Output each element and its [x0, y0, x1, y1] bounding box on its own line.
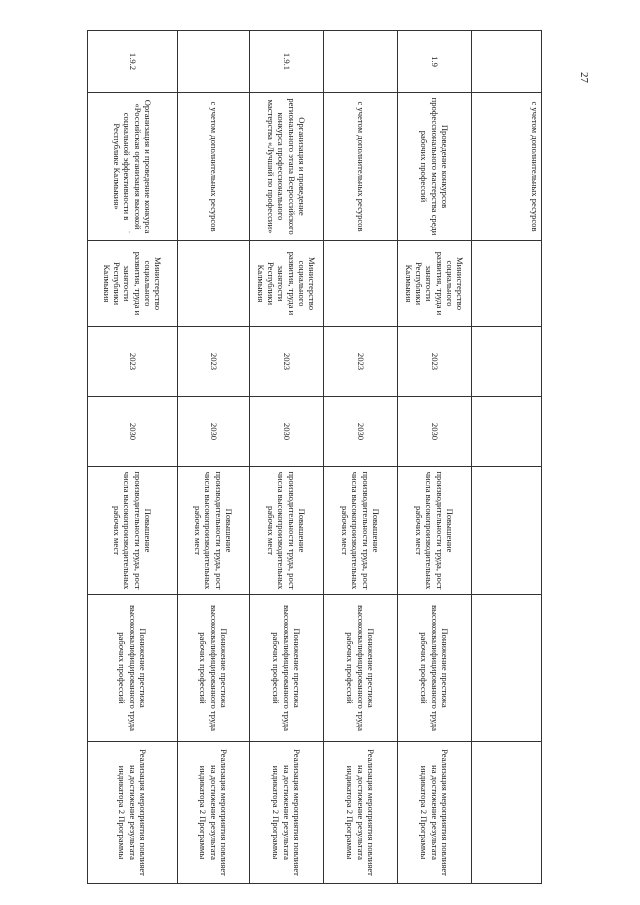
cell-result: Повышение производительности труда, рост числа высокопроизводительных рабочих мест — [178, 467, 250, 595]
cell-consequence: Понижение престижа высококвалифицированного труда рабочих профессий — [250, 595, 324, 742]
cell-num — [324, 31, 398, 93]
cell-executor: Министерство социального развития, труда и занятости Республики Калмыкия — [250, 241, 324, 327]
cell-link: Реализация мероприятия повлияет на достижение результата индикатора 2 Программы — [178, 742, 250, 884]
cell-link: Реализация мероприятия повлияет на достижение результата индикатора 2 Программы — [250, 742, 324, 884]
cell-end: 2030 — [178, 397, 250, 467]
cell-num: 1.9.2 — [88, 31, 178, 93]
table-row — [250, 31, 324, 884]
cell-num: 1.9 — [398, 31, 472, 93]
cell-num — [178, 31, 250, 93]
activities-table — [87, 30, 542, 884]
cell-result: Повышение производительности труда, рост числа высокопроизводительных рабочих мест — [324, 467, 398, 595]
cell-end: 2030 — [88, 397, 178, 467]
cell-consequence: Понижение престижа высококвалифицированного труда рабочих профессий — [398, 595, 472, 742]
cell-start: 2023 — [324, 327, 398, 397]
cell-num: 1.9.1 — [250, 31, 324, 93]
cell-start: 2023 — [398, 327, 472, 397]
cell-consequence — [472, 595, 542, 742]
cell-name: с учетом дополнительных ресурсов — [472, 93, 542, 241]
table-row — [472, 31, 542, 884]
cell-start: 2023 — [250, 327, 324, 397]
cell-end: 2030 — [250, 397, 324, 467]
cell-executor — [472, 241, 542, 327]
table-row — [88, 31, 178, 884]
cell-end: 2030 — [324, 397, 398, 467]
table-row — [324, 31, 398, 884]
cell-executor: Министерство социального развития, труда и занятости Республики Калмыкия — [398, 241, 472, 327]
cell-name: с учетом дополнительных ресурсов — [178, 93, 250, 241]
page-number: 27 — [578, 72, 590, 83]
table-row — [178, 31, 250, 884]
cell-link — [472, 742, 542, 884]
cell-name: Проведение конкурсов профессионального мастерства среди рабочих профессий — [398, 93, 472, 241]
cell-name: Организация и проведение регионального этапа Всероссийского конкурса профессионального мастерства «Лучший по профессии» — [250, 93, 324, 241]
cell-end — [472, 397, 542, 467]
cell-name: Организация и проведение конкурса «Российская организация высокой социальной эффективности в Республике Калмыкия» — [88, 93, 178, 241]
cell-start: 2023 — [178, 327, 250, 397]
cell-end: 2030 — [398, 397, 472, 467]
cell-start: 2023 — [88, 327, 178, 397]
cell-start — [472, 327, 542, 397]
cell-consequence: Понижение престижа высококвалифицированного труда рабочих профессий — [324, 595, 398, 742]
table-row — [398, 31, 472, 884]
cell-executor — [178, 241, 250, 327]
cell-link: Реализация мероприятия повлияет на достижение результата индикатора 2 Программы — [324, 742, 398, 884]
cell-executor: Министерство социального развития, труда и занятости Республики Калмыкия — [88, 241, 178, 327]
cell-name: с учетом дополнительных ресурсов — [324, 93, 398, 241]
rotated-table-wrapper — [88, 30, 542, 883]
cell-consequence: Понижение престижа высококвалифицированного труда рабочих профессий — [88, 595, 178, 742]
cell-consequence: Понижение престижа высококвалифицированного труда рабочих профессий — [178, 595, 250, 742]
cell-num — [472, 31, 542, 93]
cell-result: Повышение производительности труда, рост числа высокопроизводительных рабочих мест — [398, 467, 472, 595]
cell-link: Реализация мероприятия повлияет на достижение результата индикатора 2 Программы — [88, 742, 178, 884]
cell-result: Повышение производительности труда, рост числа высокопроизводительных рабочих мест — [250, 467, 324, 595]
cell-result: Повышение производительности труда, рост числа высокопроизводительных рабочих мест — [88, 467, 178, 595]
cell-result — [472, 467, 542, 595]
cell-executor — [324, 241, 398, 327]
cell-link: Реализация мероприятия повлияет на достижение результата индикатора 2 Программы — [398, 742, 472, 884]
stray-mark: · — [128, 228, 131, 237]
